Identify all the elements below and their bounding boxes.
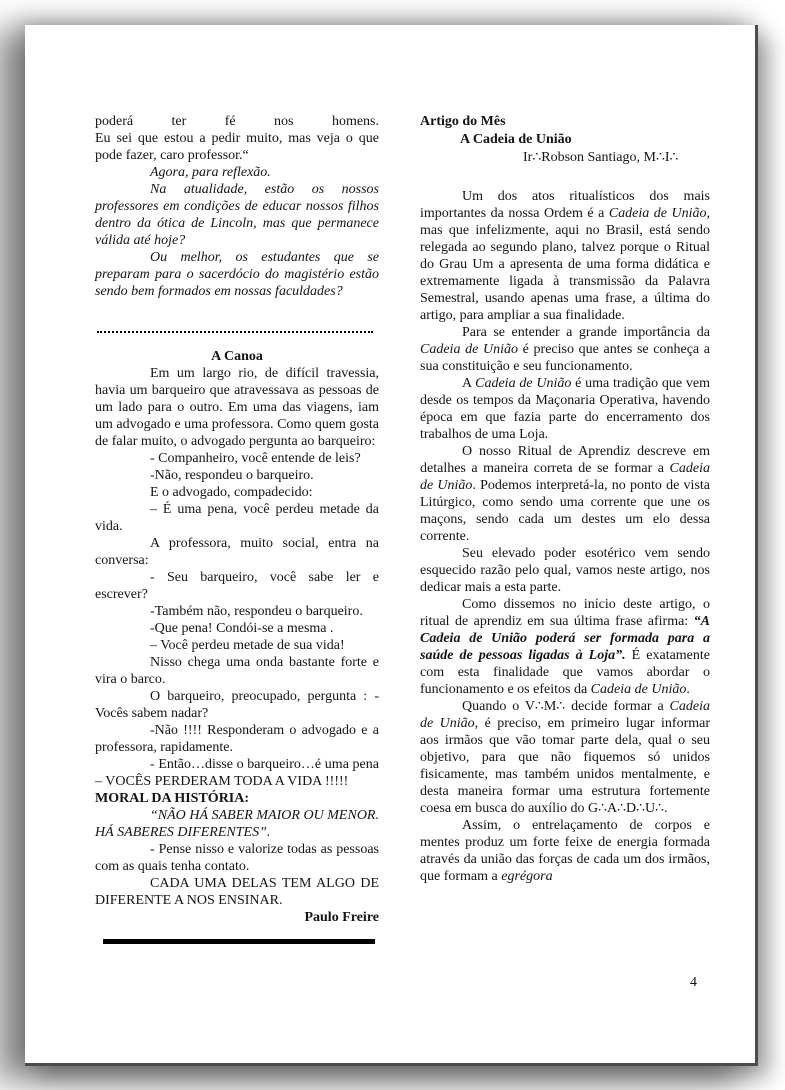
- article-byline: Ir∴Robson Santiago, M∴I∴: [523, 150, 679, 165]
- article-paragraph: Como dissemos no início deste artigo, o ritual de aprendiz em sua última frase afirma: “A Cadeia de União poderá ser formada para a saúde de pessoas ligadas à Loja”. É exatamente com esta finalidade que vamos abordar o funcionamento e os efeitos da Cadeia de União.: [420, 597, 711, 697]
- reflection-paragraph: Na atualidade, estão os nossos professores em condições de educar nossos filhos dentro da ótica de Lincoln, mas que permanece válida até hoje?: [95, 182, 379, 248]
- story-paragraph: E o advogado, compadecido:: [150, 485, 313, 500]
- reflection-paragraph: Agora, para reflexão.: [150, 165, 271, 180]
- article-header: [420, 113, 710, 167]
- story-paragraph: -Não !!!! Responderam o advogado e a professora, rapidamente.: [95, 723, 379, 755]
- left-column: [95, 113, 379, 944]
- story-paragraph: -Não, respondeu o barqueiro.: [150, 468, 314, 483]
- page-number: 4: [690, 975, 697, 990]
- article-paragraph: Seu elevado poder esotérico vem sendo esquecido razão pelo qual, vamos neste artigo, nos dedicar mais a esta parte.: [420, 546, 710, 595]
- document-page: [25, 25, 758, 1066]
- article-paragraph: Assim, o entrelaçamento de corpos e mentes produz um forte feixe de energia formada através da união das forças de cada um dos irmãos, que formam a egrégora: [420, 818, 710, 884]
- continuation-paragraph: Eu sei que estou a pedir muito, mas veja o que pode fazer, caro professor.“: [95, 131, 379, 163]
- story-paragraph: A professora, muito social, entra na conversa:: [95, 536, 379, 568]
- story-paragraph: Em um largo rio, de difícil travessia, havia um barqueiro que atravessava as pessoas de um lado para o outro. Em uma das viagens, iam um advogado e uma professora. Como quem gosta de falar muito, o advogado pergunta ao barqueiro:: [95, 366, 379, 449]
- right-column: [420, 113, 710, 885]
- story-paragraph: Nisso chega uma onda bastante forte e vira o barco.: [95, 655, 379, 687]
- story-title: A Canoa: [211, 349, 263, 364]
- story-paragraph: - Companheiro, você entende de leis?: [150, 451, 361, 466]
- story-paragraph: CADA UMA DELAS TEM ALGO DE DIFERENTE A NOS ENSINAR.: [95, 876, 379, 908]
- article-section-label: Artigo do Mês: [420, 114, 506, 129]
- article-paragraph: Quando o V∴M∴ decide formar a Cadeia de União, é preciso, em primeiro lugar informar aos irmãos que vão tomar parte dela, qual o seu objetivo, para que não fiquemos só unidos fisicamente, mas também unidos mentalmente, e desta maneira formar uma estrutura fortemente coesa em busca do auxílio do G∴A∴D∴U∴.: [420, 699, 710, 816]
- story-moral-label: MORAL DA HISTÓRIA:: [95, 791, 250, 806]
- story-paragraph: – Você perdeu metade de sua vida!: [150, 638, 345, 653]
- story-paragraph: - Pense nisso e valorize todas as pessoas com as quais tenha contato.: [95, 842, 379, 874]
- article-paragraph: A Cadeia de União é uma tradição que vem desde os tempos da Maçonaria Operativa, havendo época em que fazia parte do encerramento dos trabalhos de uma Loja.: [420, 376, 711, 442]
- story-paragraph: – É uma pena, você perdeu metade da vida.: [95, 502, 379, 534]
- story-paragraph: O barqueiro, preocupado, pergunta : -Vocês sabem nadar?: [95, 689, 379, 721]
- article-paragraph: O nosso Ritual de Aprendiz descreve em detalhes a maneira correta de se formar a Cadeia de União. Podemos interpretá-la, no ponto de vista Litúrgico, como sendo uma corrente que une os maçons, sendo cada um destes um elo dessa corrente.: [420, 444, 710, 544]
- article-title: A Cadeia de União: [460, 132, 572, 147]
- reflection-paragraph: Ou melhor, os estudantes que se preparam para o sacerdócio do magistério estão sendo bem formados em nossas faculdades?: [95, 250, 379, 299]
- article-paragraph: Para se entender a grande importância da Cadeia de União é preciso que antes se conheça a sua constituição e seu funcionamento.: [420, 325, 711, 374]
- footer-rule: [103, 939, 375, 944]
- continuation-line: poderá ter fé nos homens.: [95, 114, 379, 129]
- story-paragraph: - Seu barqueiro, você sabe ler e escrever?: [95, 570, 379, 602]
- article-paragraph: Um dos atos ritualísticos dos mais importantes da nossa Ordem é a Cadeia de União, mas que infelizmente, aqui no Brasil, está sendo relegada ao segundo plano, talvez porque o Ritual do Grau Um a apresenta de uma forma didática e extremamente ligada à transmissão da Palavra Semestral, usando apenas uma frase, a última do artigo, para ampliar a sua finalidade.: [420, 189, 710, 323]
- story-author: Paulo Freire: [304, 910, 379, 925]
- dotted-separator: [97, 331, 373, 333]
- story-paragraph: -Que pena! Condói-se a mesma .: [150, 621, 334, 636]
- story-moral-quote: “NÃO HÁ SABER MAIOR OU MENOR. HÁ SABERES DIFERENTES”.: [95, 808, 379, 840]
- story-paragraph: - Então…disse o barqueiro…é uma pena – VOCÊS PERDERAM TODA A VIDA !!!!!: [95, 757, 379, 789]
- story-paragraph: -Também não, respondeu o barqueiro.: [150, 604, 363, 619]
